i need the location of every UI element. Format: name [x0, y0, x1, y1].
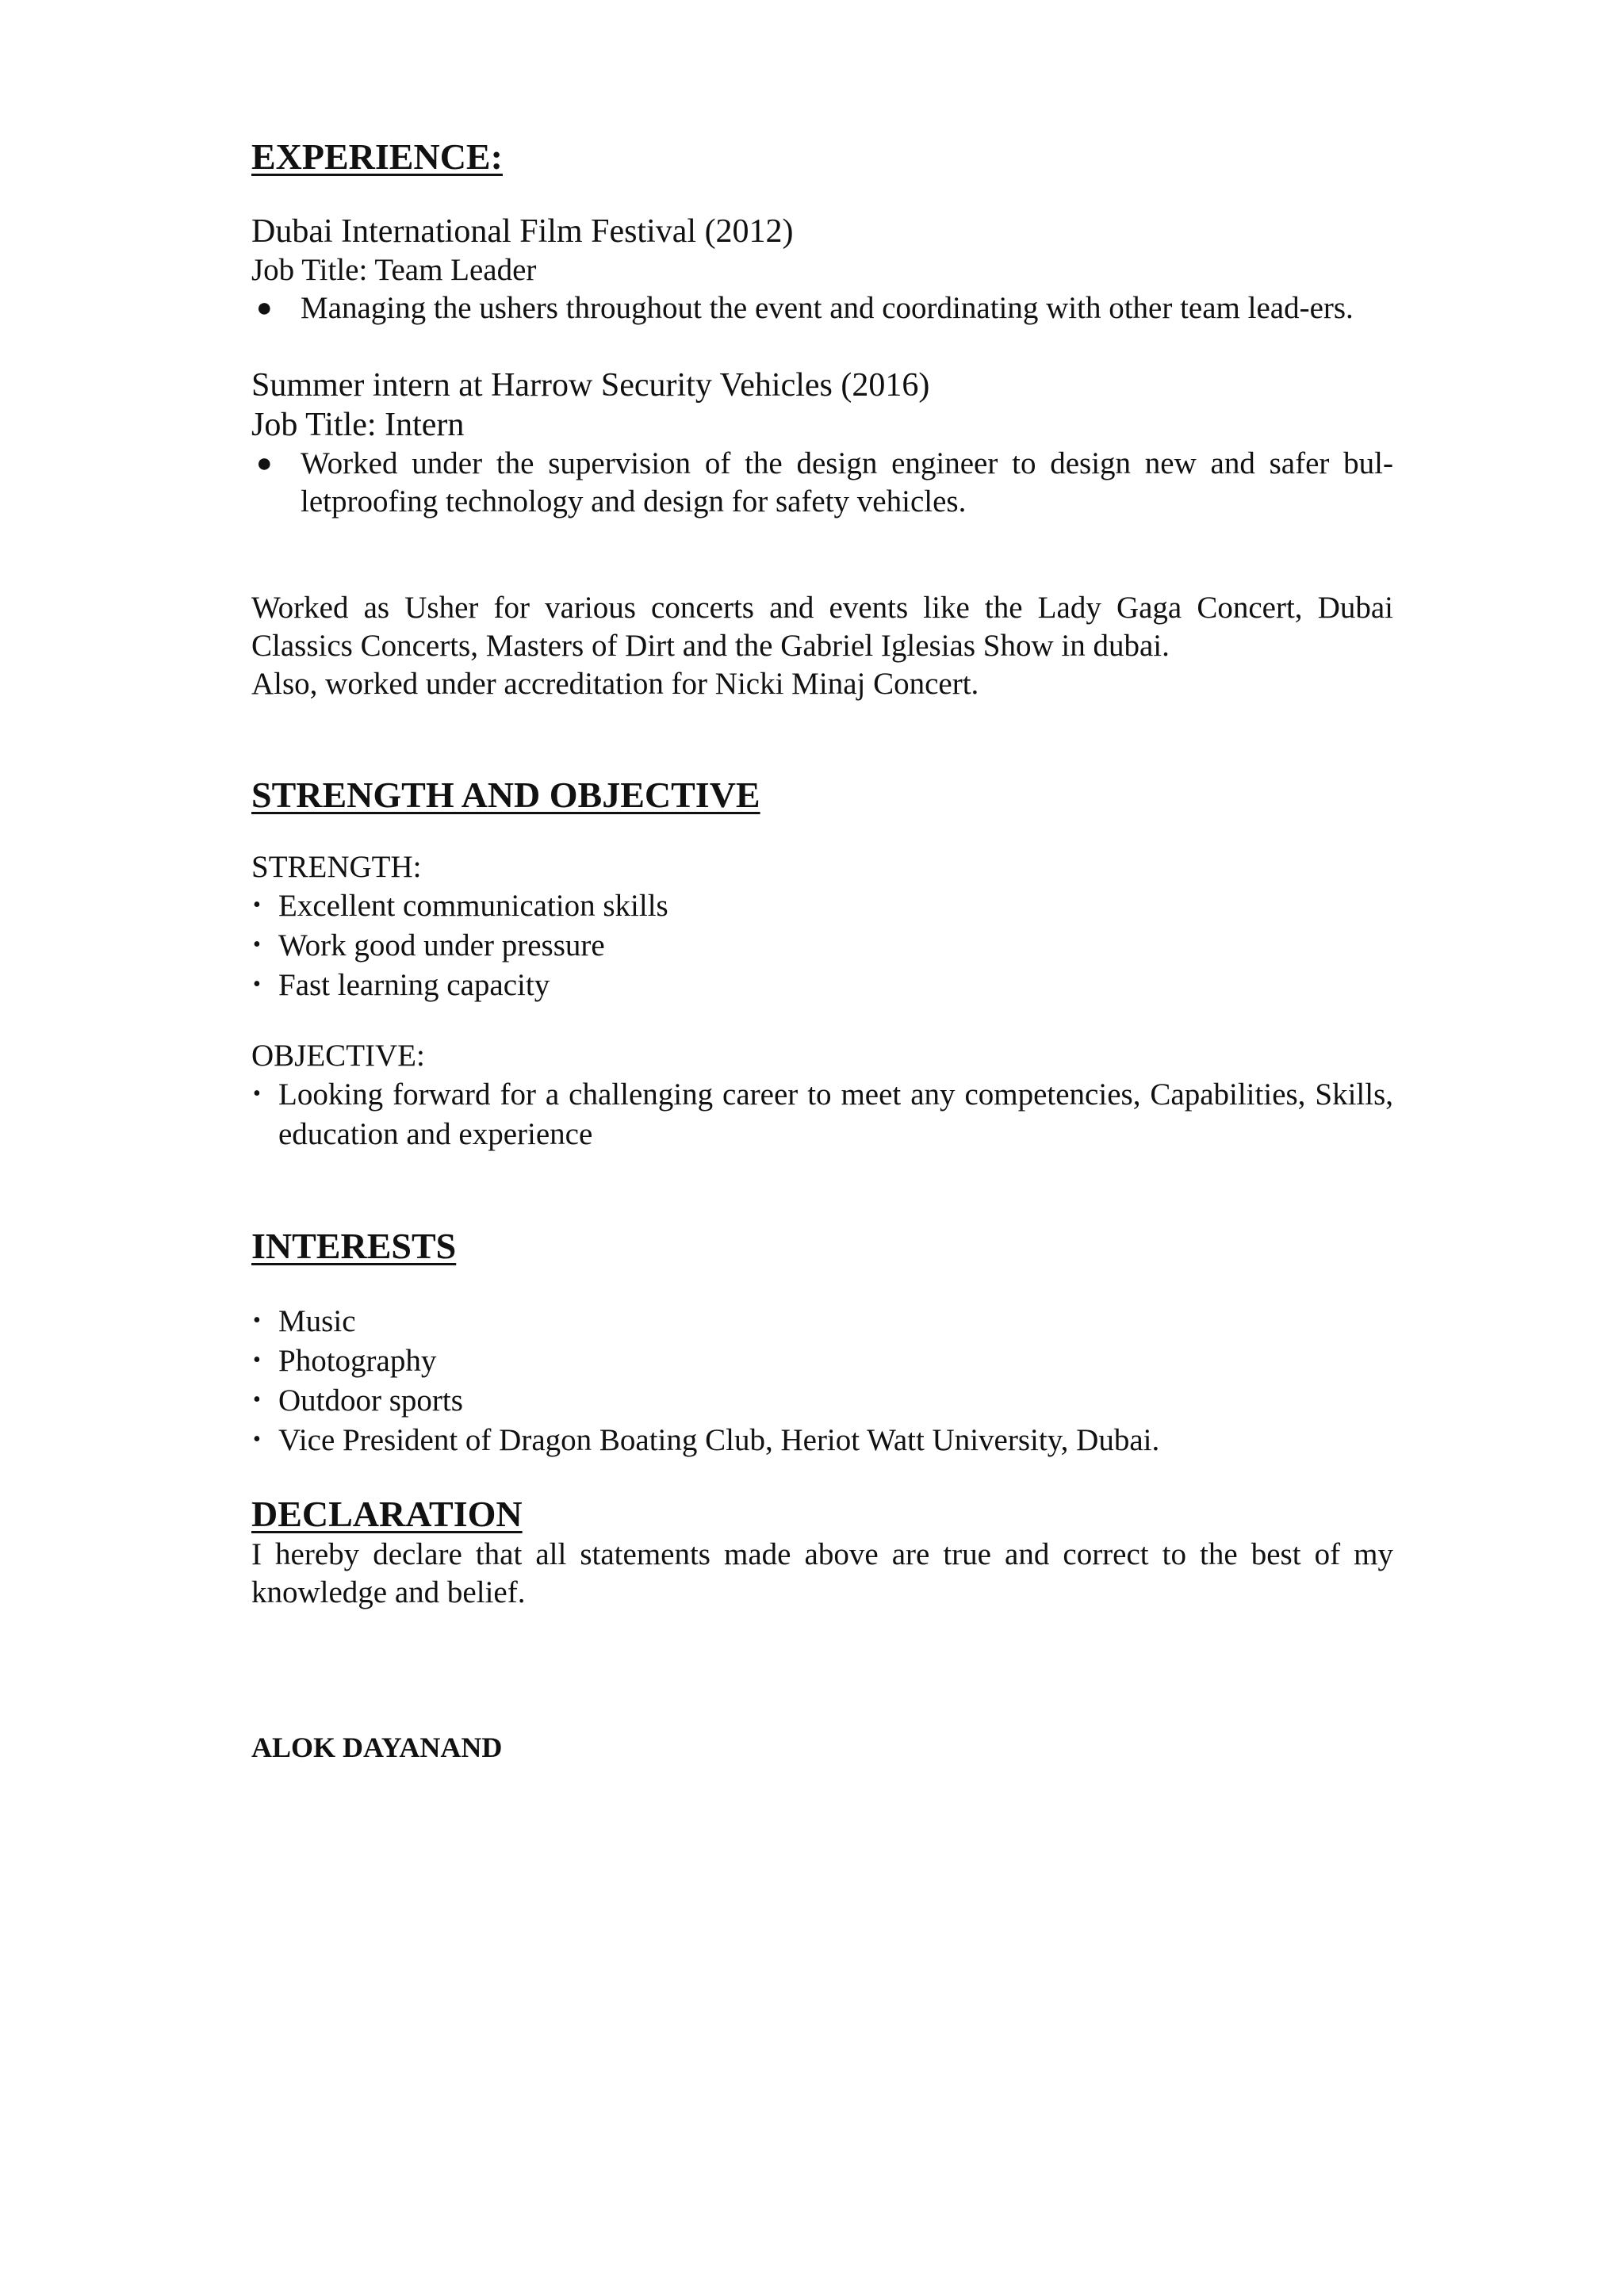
bullet-icon: • — [253, 1387, 261, 1412]
bullet-icon: ● — [256, 293, 273, 323]
interests-list — [251, 1302, 1393, 1460]
job-entry — [251, 365, 1393, 521]
signature-name: ALOK DAYANAND — [251, 1731, 503, 1763]
objective-label: OBJECTIVE: — [251, 1039, 425, 1073]
list-item — [251, 1302, 1393, 1341]
resume-page — [251, 135, 1393, 1764]
strength-list — [251, 886, 1393, 1005]
list-item — [251, 445, 1393, 521]
objective-list — [251, 1075, 1393, 1154]
strength-item: Fast learning capacity — [278, 968, 550, 1003]
job-bullet-text: Worked under the supervision of the design engineer to design new and safer bul-letproofing technology and design for safety vehicles. — [301, 446, 1393, 519]
declaration-text: I hereby declare that all statements made above are true and correct to the best of my knowledge and belief. — [251, 1536, 1393, 1609]
strength-item: Work good under pressure — [278, 928, 605, 963]
job-title: Job Title: Team Leader — [251, 253, 537, 288]
bullet-icon: • — [253, 972, 261, 997]
job-org: Summer intern at Harrow Security Vehicles (2016) — [251, 367, 930, 404]
interest-item: Vice President of Dragon Boating Club, Heriot Watt University, Dubai. — [278, 1422, 1160, 1457]
interest-item: Music — [278, 1303, 356, 1338]
strength-objective-heading: STRENGTH AND OBJECTIVE — [251, 775, 760, 816]
strength-item: Excellent communication skills — [278, 889, 668, 924]
list-item — [251, 289, 1393, 327]
experience-heading: EXPERIENCE: — [251, 136, 503, 177]
other-experience: Worked as Usher for various concerts and events like the Lady Gaga Concert, Dubai Classics Concerts, Masters of Dirt and the Gabriel Iglesias Show in dubai. — [251, 591, 1393, 664]
job-entry — [251, 212, 1393, 327]
strength-label: STRENGTH: — [251, 850, 422, 885]
bullet-icon: • — [253, 1347, 261, 1372]
bullet-icon: • — [253, 893, 261, 918]
list-item — [251, 966, 1393, 1005]
interests-heading: INTERESTS — [251, 1226, 457, 1267]
list-item — [251, 926, 1393, 966]
list-item — [251, 1381, 1393, 1421]
bullet-icon: ● — [256, 449, 273, 479]
job-bullets — [251, 445, 1393, 521]
interest-item: Photography — [278, 1343, 437, 1378]
job-bullet-text: Managing the ushers throughout the event and coordinating with other team lead-ers. — [301, 291, 1354, 326]
bullet-icon: • — [253, 932, 261, 958]
list-item — [251, 1075, 1393, 1154]
job-org: Dubai International Film Festival (2012) — [251, 213, 794, 251]
job-title: Job Title: Intern — [251, 407, 465, 444]
objective-item: Looking forward for a challenging career to meet any competencies, Capabilities, Skills, education and experience — [278, 1077, 1393, 1152]
bullet-icon: • — [253, 1426, 261, 1452]
bullet-icon: • — [253, 1081, 261, 1107]
interest-item: Outdoor sports — [278, 1383, 463, 1418]
bullet-icon: • — [253, 1307, 261, 1333]
list-item — [251, 1341, 1393, 1381]
list-item — [251, 1421, 1393, 1460]
job-bullets — [251, 289, 1393, 327]
other-experience-2: Also, worked under accreditation for Nicki Minaj Concert. — [251, 667, 979, 702]
list-item — [251, 886, 1393, 926]
declaration-heading: DECLARATION — [251, 1493, 523, 1534]
